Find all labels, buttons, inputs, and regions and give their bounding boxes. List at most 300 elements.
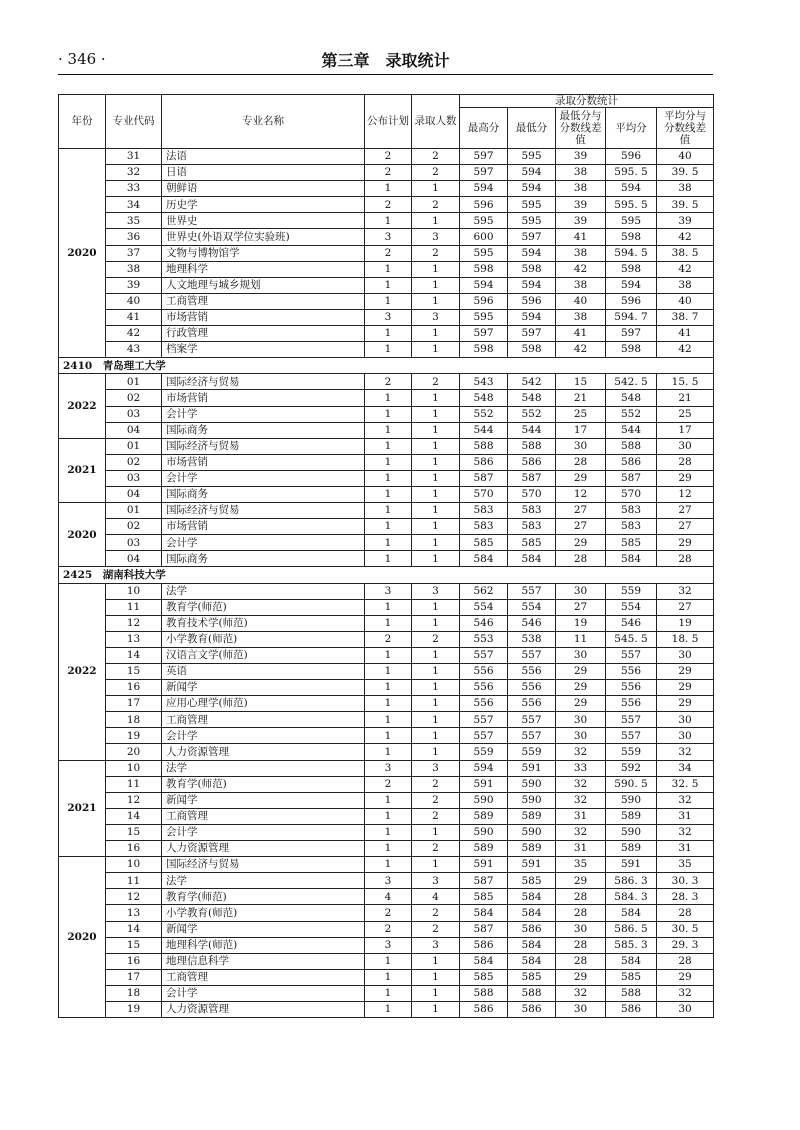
table-row (59, 760, 714, 776)
max-cell: 591 (460, 857, 508, 873)
name-cell: 汉语言文学(师范) (162, 647, 365, 663)
code-cell: 42 (106, 326, 162, 342)
avg-diff-cell: 32 (657, 583, 714, 599)
avg-diff-cell: 39 (657, 213, 714, 229)
avg-cell: 548 (606, 390, 657, 406)
plan-cell: 1 (365, 953, 412, 969)
avg-diff-cell: 32 (657, 985, 714, 1001)
min-diff-cell: 28 (556, 889, 606, 905)
admitted-cell: 3 (412, 873, 460, 889)
name-cell: 小学教育(师范) (162, 905, 365, 921)
name-cell: 国际经济与贸易 (162, 503, 365, 519)
avg-diff-cell: 29 (657, 696, 714, 712)
avg-diff-cell: 32 (657, 824, 714, 840)
avg-diff-cell: 35 (657, 857, 714, 873)
table-row (59, 647, 714, 663)
name-cell: 市场营销 (162, 454, 365, 470)
avg-diff-cell: 39. 5 (657, 197, 714, 213)
avg-diff-cell: 39. 5 (657, 165, 714, 181)
min-cell: 557 (508, 728, 556, 744)
name-cell: 市场营销 (162, 519, 365, 535)
avg-cell: 557 (606, 647, 657, 663)
table-row (59, 551, 714, 567)
avg-diff-cell: 31 (657, 808, 714, 824)
avg-diff-cell: 28 (657, 551, 714, 567)
admitted-cell: 1 (412, 728, 460, 744)
min-cell: 557 (508, 647, 556, 663)
code-cell: 18 (106, 985, 162, 1001)
min-diff-cell: 30 (556, 583, 606, 599)
max-cell: 587 (460, 873, 508, 889)
min-cell: 586 (508, 921, 556, 937)
min-cell: 557 (508, 712, 556, 728)
admitted-cell: 1 (412, 438, 460, 454)
admitted-cell: 3 (412, 229, 460, 245)
avg-cell: 595 (606, 213, 657, 229)
max-cell: 586 (460, 1001, 508, 1017)
plan-cell: 1 (365, 808, 412, 824)
avg-diff-cell: 42 (657, 261, 714, 277)
code-cell: 35 (106, 213, 162, 229)
max-cell: 600 (460, 229, 508, 245)
avg-diff-cell: 38. 5 (657, 245, 714, 261)
admission-table (58, 94, 714, 1018)
plan-cell: 1 (365, 277, 412, 293)
min-diff-cell: 30 (556, 1001, 606, 1017)
avg-diff-cell: 42 (657, 229, 714, 245)
university-label: 2425 湖南科技大学 (59, 567, 714, 583)
name-cell: 市场营销 (162, 309, 365, 325)
min-diff-cell: 19 (556, 615, 606, 631)
plan-cell: 1 (365, 551, 412, 567)
min-cell: 584 (508, 905, 556, 921)
code-cell: 15 (106, 664, 162, 680)
plan-cell: 1 (365, 615, 412, 631)
name-cell: 国际商务 (162, 486, 365, 502)
table-row (59, 889, 714, 905)
min-cell: 586 (508, 1001, 556, 1017)
avg-diff-cell: 30 (657, 728, 714, 744)
max-cell: 598 (460, 342, 508, 358)
max-cell: 583 (460, 503, 508, 519)
name-cell: 历史学 (162, 197, 365, 213)
name-cell: 国际商务 (162, 551, 365, 567)
table-row (59, 309, 714, 325)
avg-cell: 584 (606, 551, 657, 567)
avg-cell: 595. 5 (606, 197, 657, 213)
min-cell: 546 (508, 615, 556, 631)
code-cell: 15 (106, 824, 162, 840)
col-avg-diff: 平均分与分数线差值 (657, 108, 714, 149)
min-cell: 584 (508, 937, 556, 953)
max-cell: 594 (460, 277, 508, 293)
min-cell: 594 (508, 245, 556, 261)
admitted-cell: 1 (412, 985, 460, 1001)
max-cell: 583 (460, 519, 508, 535)
table-row (59, 873, 714, 889)
plan-cell: 1 (365, 422, 412, 438)
table-row (59, 165, 714, 181)
plan-cell: 1 (365, 744, 412, 760)
admitted-cell: 1 (412, 664, 460, 680)
max-cell: 590 (460, 792, 508, 808)
name-cell: 会计学 (162, 728, 365, 744)
avg-diff-cell: 31 (657, 841, 714, 857)
avg-cell: 552 (606, 406, 657, 422)
code-cell: 16 (106, 841, 162, 857)
min-diff-cell: 29 (556, 680, 606, 696)
min-diff-cell: 41 (556, 229, 606, 245)
table-row (59, 808, 714, 824)
min-diff-cell: 12 (556, 486, 606, 502)
plan-cell: 2 (365, 165, 412, 181)
plan-cell: 1 (365, 181, 412, 197)
admitted-cell: 2 (412, 165, 460, 181)
plan-cell: 2 (365, 921, 412, 937)
col-max: 最高分 (460, 108, 508, 149)
avg-cell: 559 (606, 583, 657, 599)
admitted-cell: 1 (412, 969, 460, 985)
plan-cell: 1 (365, 680, 412, 696)
table-row (59, 326, 714, 342)
min-diff-cell: 28 (556, 953, 606, 969)
table-row (59, 857, 714, 873)
table-row (59, 535, 714, 551)
table-row (59, 245, 714, 261)
min-diff-cell: 29 (556, 535, 606, 551)
max-cell: 589 (460, 808, 508, 824)
min-diff-cell: 39 (556, 197, 606, 213)
min-cell: 585 (508, 873, 556, 889)
min-cell: 584 (508, 953, 556, 969)
admitted-cell: 1 (412, 680, 460, 696)
name-cell: 工商管理 (162, 293, 365, 309)
admitted-cell: 2 (412, 631, 460, 647)
admitted-cell: 3 (412, 583, 460, 599)
avg-diff-cell: 41 (657, 326, 714, 342)
admitted-cell: 1 (412, 454, 460, 470)
admitted-cell: 2 (412, 905, 460, 921)
min-cell: 556 (508, 696, 556, 712)
min-diff-cell: 21 (556, 390, 606, 406)
avg-diff-cell: 21 (657, 390, 714, 406)
min-cell: 538 (508, 631, 556, 647)
max-cell: 590 (460, 824, 508, 840)
table-row (59, 503, 714, 519)
admitted-cell: 2 (412, 921, 460, 937)
admitted-cell: 1 (412, 422, 460, 438)
min-cell: 594 (508, 277, 556, 293)
min-diff-cell: 31 (556, 841, 606, 857)
min-diff-cell: 30 (556, 921, 606, 937)
year-cell: 2022 (59, 374, 106, 438)
university-label: 2410 青岛理工大学 (59, 358, 714, 374)
min-diff-cell: 27 (556, 519, 606, 535)
admitted-cell: 2 (412, 197, 460, 213)
min-diff-cell: 17 (556, 422, 606, 438)
plan-cell: 1 (365, 985, 412, 1001)
table-row (59, 342, 714, 358)
min-diff-cell: 28 (556, 937, 606, 953)
code-cell: 12 (106, 615, 162, 631)
plan-cell: 1 (365, 664, 412, 680)
min-diff-cell: 28 (556, 551, 606, 567)
avg-cell: 591 (606, 857, 657, 873)
code-cell: 03 (106, 406, 162, 422)
plan-cell: 1 (365, 857, 412, 873)
max-cell: 584 (460, 953, 508, 969)
code-cell: 19 (106, 1001, 162, 1017)
name-cell: 世界史(外语双学位实验班) (162, 229, 365, 245)
avg-cell: 594 (606, 277, 657, 293)
name-cell: 教育学(师范) (162, 599, 365, 615)
avg-cell: 585. 3 (606, 937, 657, 953)
plan-cell: 1 (365, 390, 412, 406)
admitted-cell: 1 (412, 551, 460, 567)
avg-diff-cell: 29. 3 (657, 937, 714, 953)
avg-cell: 594. 7 (606, 309, 657, 325)
avg-cell: 587 (606, 470, 657, 486)
admitted-cell: 1 (412, 261, 460, 277)
avg-cell: 590 (606, 792, 657, 808)
table-row (59, 213, 714, 229)
name-cell: 工商管理 (162, 712, 365, 728)
avg-cell: 545. 5 (606, 631, 657, 647)
avg-cell: 584 (606, 953, 657, 969)
avg-diff-cell: 32. 5 (657, 776, 714, 792)
min-diff-cell: 25 (556, 406, 606, 422)
name-cell: 应用心理学(师范) (162, 696, 365, 712)
min-diff-cell: 39 (556, 149, 606, 165)
avg-cell: 546 (606, 615, 657, 631)
code-cell: 03 (106, 470, 162, 486)
max-cell: 556 (460, 696, 508, 712)
name-cell: 教育技术学(师范) (162, 615, 365, 631)
code-cell: 17 (106, 696, 162, 712)
year-cell: 2021 (59, 438, 106, 502)
name-cell: 会计学 (162, 985, 365, 1001)
min-cell: 556 (508, 664, 556, 680)
min-cell: 559 (508, 744, 556, 760)
max-cell: 595 (460, 309, 508, 325)
admitted-cell: 1 (412, 181, 460, 197)
name-cell: 英语 (162, 664, 365, 680)
name-cell: 朝鲜语 (162, 181, 365, 197)
admitted-cell: 1 (412, 599, 460, 615)
max-cell: 595 (460, 213, 508, 229)
max-cell: 570 (460, 486, 508, 502)
plan-cell: 3 (365, 309, 412, 325)
name-cell: 国际经济与贸易 (162, 374, 365, 390)
max-cell: 591 (460, 776, 508, 792)
min-diff-cell: 41 (556, 326, 606, 342)
min-diff-cell: 29 (556, 969, 606, 985)
avg-cell: 584. 3 (606, 889, 657, 905)
min-diff-cell: 38 (556, 309, 606, 325)
name-cell: 新闻学 (162, 921, 365, 937)
plan-cell: 2 (365, 905, 412, 921)
name-cell: 法学 (162, 760, 365, 776)
min-cell: 595 (508, 197, 556, 213)
max-cell: 585 (460, 889, 508, 905)
table-row (59, 680, 714, 696)
avg-cell: 557 (606, 728, 657, 744)
table-row (59, 905, 714, 921)
min-cell: 583 (508, 503, 556, 519)
col-year: 年份 (59, 95, 106, 149)
name-cell: 人力资源管理 (162, 1001, 365, 1017)
code-cell: 33 (106, 181, 162, 197)
admitted-cell: 1 (412, 615, 460, 631)
code-cell: 16 (106, 680, 162, 696)
code-cell: 14 (106, 808, 162, 824)
code-cell: 31 (106, 149, 162, 165)
name-cell: 小学教育(师范) (162, 631, 365, 647)
avg-cell: 559 (606, 744, 657, 760)
min-cell: 590 (508, 824, 556, 840)
col-avg: 平均分 (606, 108, 657, 149)
avg-cell: 589 (606, 841, 657, 857)
min-diff-cell: 32 (556, 824, 606, 840)
table-row (59, 953, 714, 969)
code-cell: 36 (106, 229, 162, 245)
code-cell: 38 (106, 261, 162, 277)
min-diff-cell: 38 (556, 245, 606, 261)
avg-cell: 586. 3 (606, 873, 657, 889)
table-row (59, 824, 714, 840)
avg-cell: 586. 5 (606, 921, 657, 937)
avg-cell: 542. 5 (606, 374, 657, 390)
avg-diff-cell: 30 (657, 1001, 714, 1017)
min-cell: 542 (508, 374, 556, 390)
min-cell: 544 (508, 422, 556, 438)
code-cell: 02 (106, 519, 162, 535)
min-cell: 557 (508, 583, 556, 599)
avg-diff-cell: 18. 5 (657, 631, 714, 647)
table-row (59, 712, 714, 728)
code-cell: 11 (106, 873, 162, 889)
code-cell: 01 (106, 503, 162, 519)
avg-cell: 597 (606, 326, 657, 342)
code-cell: 04 (106, 551, 162, 567)
table-row (59, 583, 714, 599)
plan-cell: 1 (365, 519, 412, 535)
code-cell: 13 (106, 905, 162, 921)
min-cell: 588 (508, 438, 556, 454)
admitted-cell: 1 (412, 519, 460, 535)
admitted-cell: 2 (412, 149, 460, 165)
table-row (59, 261, 714, 277)
min-cell: 548 (508, 390, 556, 406)
code-cell: 12 (106, 792, 162, 808)
avg-diff-cell: 29 (657, 470, 714, 486)
avg-cell: 583 (606, 519, 657, 535)
min-cell: 588 (508, 985, 556, 1001)
min-cell: 598 (508, 261, 556, 277)
name-cell: 会计学 (162, 470, 365, 486)
avg-diff-cell: 30 (657, 647, 714, 663)
min-diff-cell: 32 (556, 792, 606, 808)
code-cell: 04 (106, 422, 162, 438)
code-cell: 11 (106, 599, 162, 615)
name-cell: 法语 (162, 149, 365, 165)
table-row (59, 776, 714, 792)
min-cell: 584 (508, 889, 556, 905)
avg-diff-cell: 17 (657, 422, 714, 438)
header-rule (58, 74, 713, 75)
avg-cell: 586 (606, 1001, 657, 1017)
admitted-cell: 1 (412, 213, 460, 229)
avg-diff-cell: 30. 3 (657, 873, 714, 889)
admitted-cell: 1 (412, 406, 460, 422)
year-cell: 2020 (59, 857, 106, 1018)
table-row (59, 937, 714, 953)
admitted-cell: 3 (412, 937, 460, 953)
avg-diff-cell: 27 (657, 503, 714, 519)
name-cell: 教育学(师范) (162, 889, 365, 905)
avg-diff-cell: 42 (657, 342, 714, 358)
code-cell: 16 (106, 953, 162, 969)
avg-diff-cell: 28 (657, 953, 714, 969)
admitted-cell: 1 (412, 647, 460, 663)
name-cell: 市场营销 (162, 390, 365, 406)
min-cell: 589 (508, 841, 556, 857)
plan-cell: 1 (365, 261, 412, 277)
avg-cell: 583 (606, 503, 657, 519)
avg-diff-cell: 29 (657, 535, 714, 551)
plan-cell: 1 (365, 792, 412, 808)
min-diff-cell: 40 (556, 293, 606, 309)
admitted-cell: 1 (412, 696, 460, 712)
code-cell: 41 (106, 309, 162, 325)
min-diff-cell: 31 (556, 808, 606, 824)
plan-cell: 1 (365, 470, 412, 486)
table-row (59, 744, 714, 760)
avg-diff-cell: 38. 7 (657, 309, 714, 325)
min-diff-cell: 30 (556, 438, 606, 454)
min-diff-cell: 29 (556, 873, 606, 889)
name-cell: 法学 (162, 583, 365, 599)
min-diff-cell: 42 (556, 261, 606, 277)
min-cell: 595 (508, 213, 556, 229)
col-score-group: 录取分数统计 (460, 95, 714, 108)
code-cell: 40 (106, 293, 162, 309)
col-plan: 公布计划 (365, 95, 412, 149)
min-cell: 594 (508, 181, 556, 197)
admitted-cell: 3 (412, 309, 460, 325)
min-cell: 594 (508, 165, 556, 181)
avg-diff-cell: 34 (657, 760, 714, 776)
plan-cell: 3 (365, 229, 412, 245)
name-cell: 新闻学 (162, 680, 365, 696)
code-cell: 04 (106, 486, 162, 502)
table-header (59, 95, 714, 149)
plan-cell: 2 (365, 197, 412, 213)
university-row (59, 567, 714, 583)
table-row (59, 149, 714, 165)
min-diff-cell: 28 (556, 905, 606, 921)
admitted-cell: 3 (412, 760, 460, 776)
name-cell: 新闻学 (162, 792, 365, 808)
plan-cell: 1 (365, 728, 412, 744)
avg-diff-cell: 29 (657, 680, 714, 696)
name-cell: 地理信息科学 (162, 953, 365, 969)
avg-diff-cell: 30. 5 (657, 921, 714, 937)
admitted-cell: 1 (412, 1001, 460, 1017)
avg-cell: 585 (606, 969, 657, 985)
code-cell: 01 (106, 374, 162, 390)
university-row (59, 358, 714, 374)
